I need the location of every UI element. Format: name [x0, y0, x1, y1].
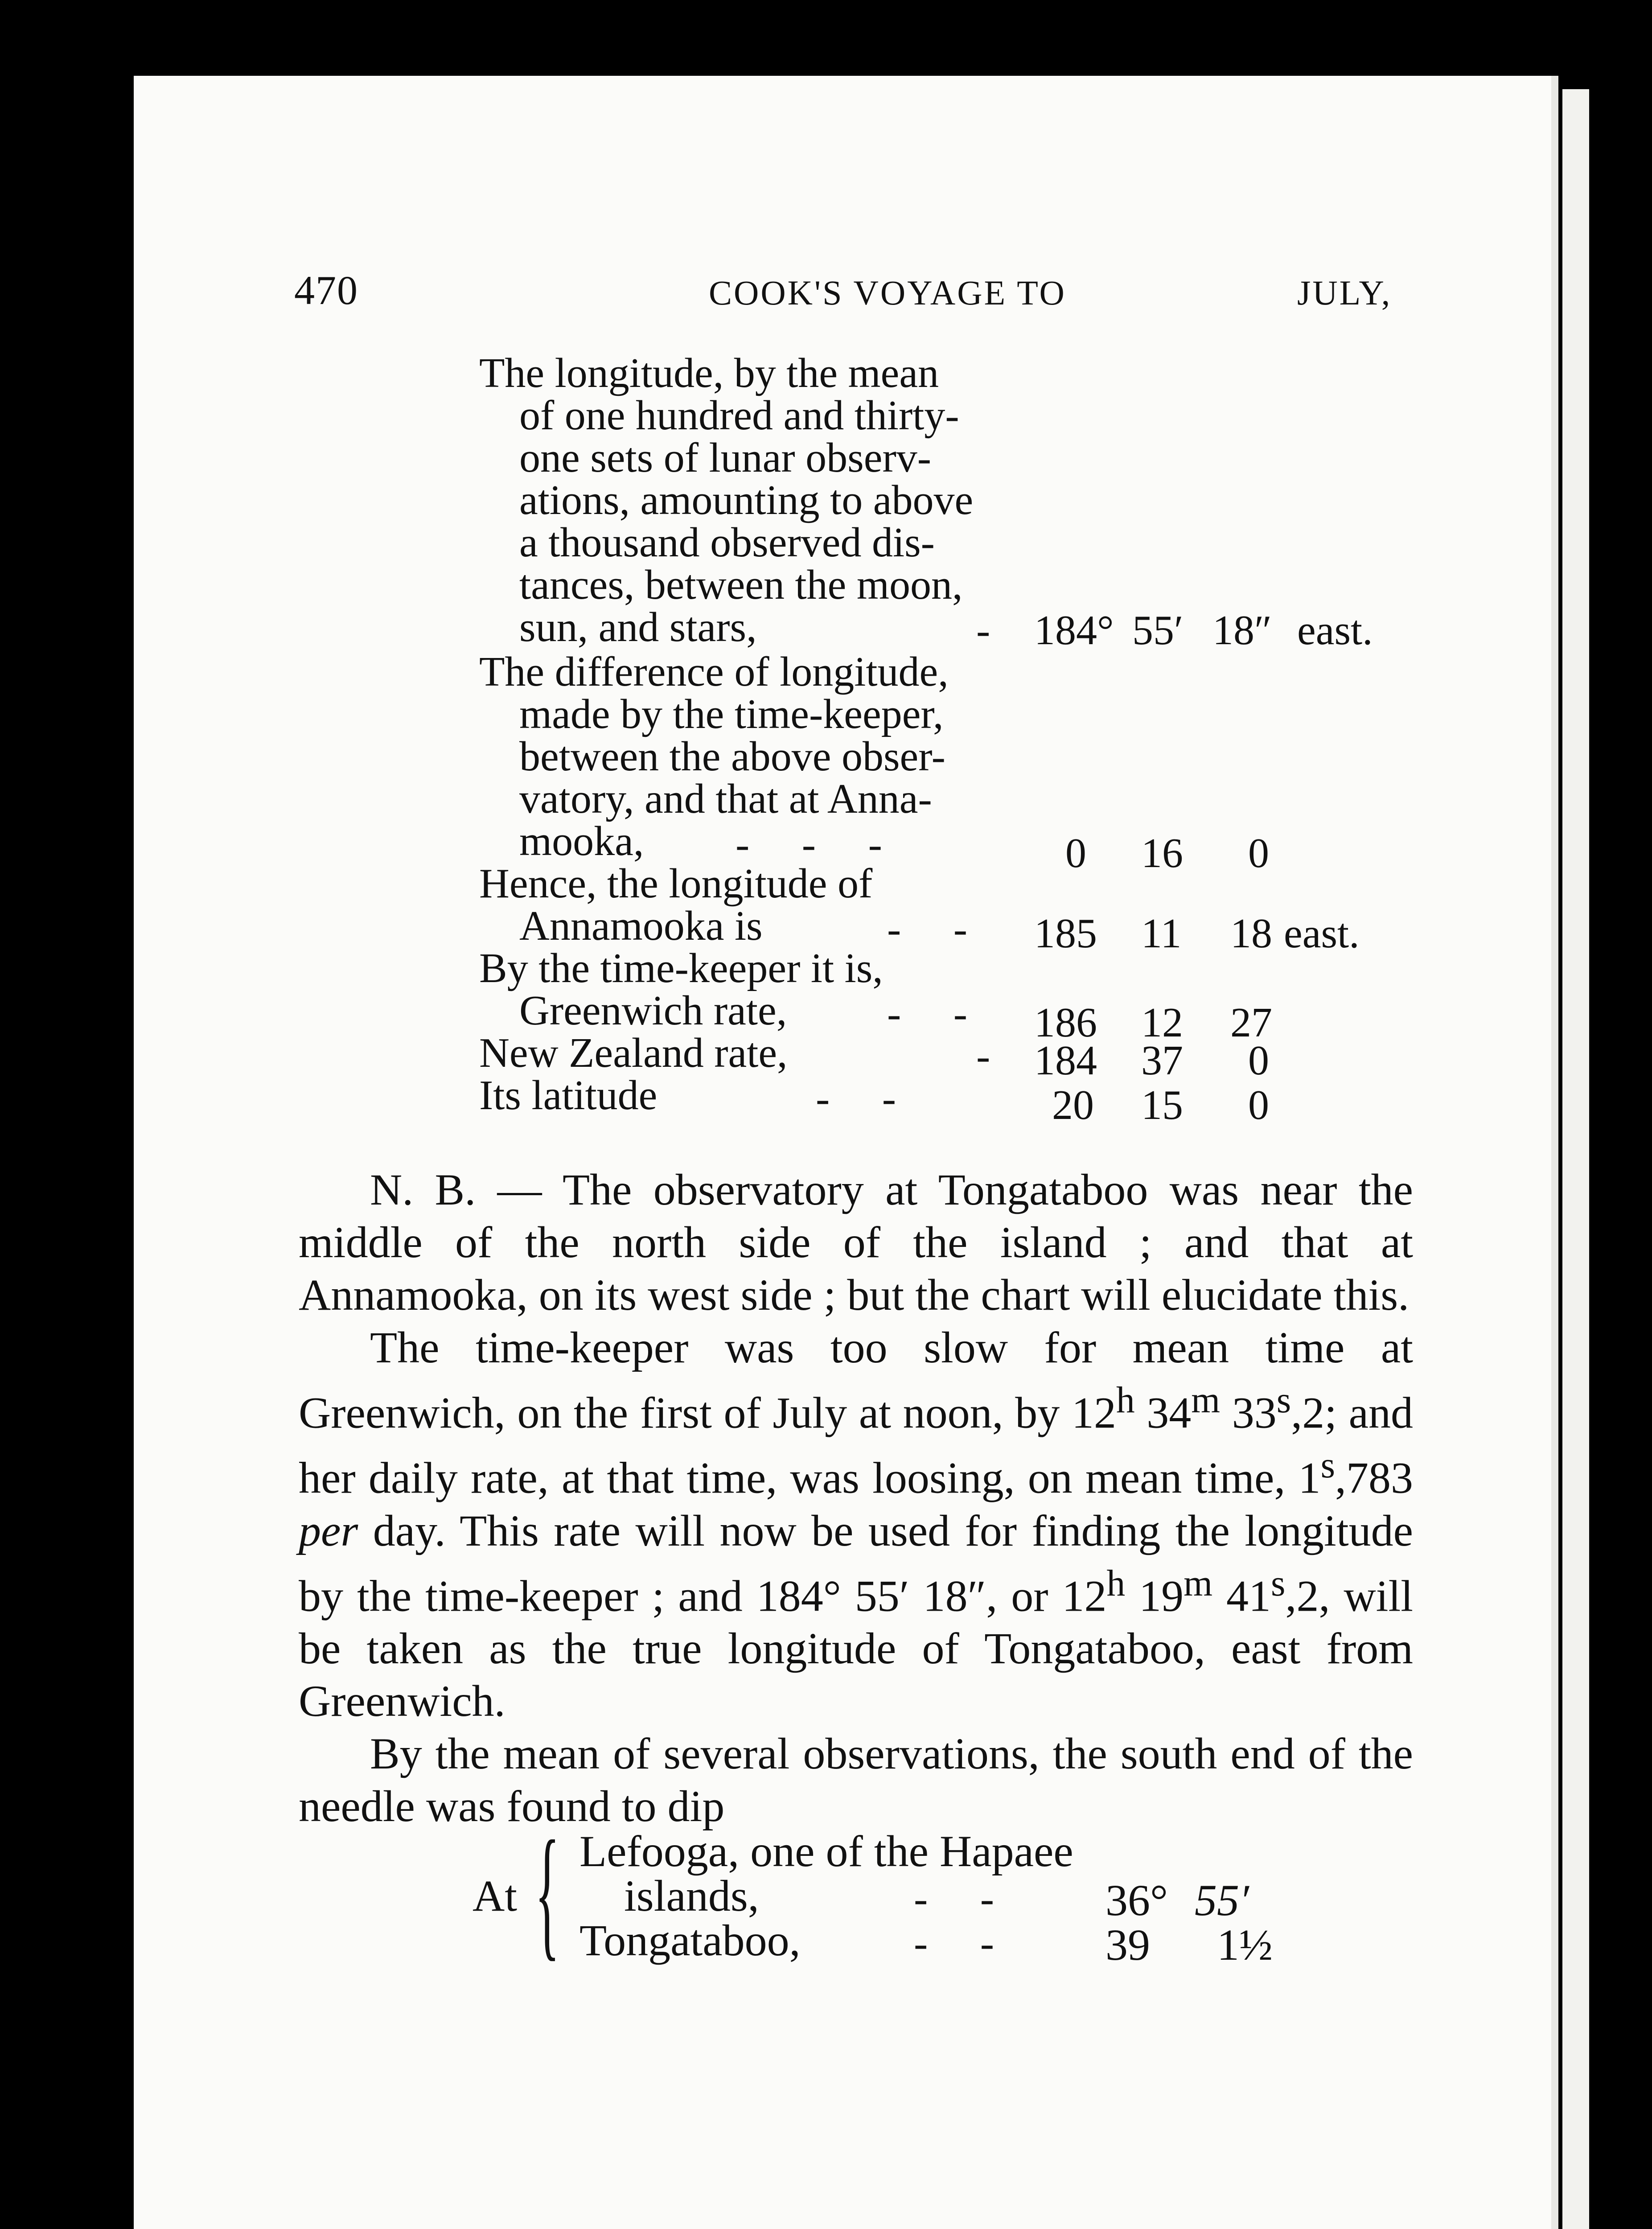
value-degrees: 185 — [1034, 910, 1097, 957]
value-seconds: 0 — [1248, 830, 1269, 876]
paragraph-note: N. B. — The observatory at Tongataboo was near the middle of the north side of the island ; and that at Annamooka, on its west side ; but the chart will elucidate this. — [299, 1165, 1413, 1320]
table-row-label: Its latitude — [479, 1072, 658, 1119]
table-row-label: a thousand observed dis- — [519, 519, 935, 566]
table-row-label: vatory, and that at Anna- — [519, 776, 932, 822]
value-minutes: 15 — [1141, 1082, 1183, 1128]
leader-dashes: - — [976, 1033, 990, 1079]
leader-dashes: - - - — [736, 821, 882, 868]
value-direction: east. — [1297, 607, 1373, 654]
paragraph-time-keeper: The time-keeper was too slow for mean time at Greenwich, on the first of July at noon, by 12$^h$ 34$^m$ 33$^s$,2; and her daily rate, at that time, was loosing, on mean time, 1$^s$,783 per day. This rate will now be used for finding the longitude by the time-keeper ; and 184° 55′ 18″, or 12$^h$ 19$^m$ 41$^s$,2, will be taken as the true longitude of Tongataboo, east from Greenwich. — [299, 1323, 1414, 1726]
table-row-label: By the time-keeper it is, — [479, 945, 883, 991]
table-row-label: Annamooka is — [519, 903, 763, 949]
dip-minutes: 55′ — [1195, 1875, 1249, 1925]
dip-minutes: 1½ — [1217, 1920, 1273, 1970]
paragraph-needle-dip: By the mean of several observations, the south end of the needle was found to dip — [299, 1728, 1413, 1831]
value-degrees: 20 — [1052, 1082, 1094, 1128]
body-text — [299, 1164, 1413, 1833]
page-edge — [1551, 76, 1558, 2229]
leader-dashes: - - — [816, 1075, 896, 1122]
value-minutes: 37 — [1141, 1037, 1183, 1084]
dip-degrees: 39 — [1105, 1920, 1150, 1970]
table-row-label: tances, between the moon, — [519, 562, 963, 608]
running-month: JULY, — [1297, 273, 1392, 312]
table-row-label: mooka, — [519, 818, 644, 864]
table-row-label: between the above obser- — [519, 733, 945, 780]
page-edge — [1562, 89, 1589, 2229]
value-seconds: 0 — [1248, 1037, 1269, 1084]
value-minutes: 16 — [1141, 830, 1183, 876]
brace-symbol: { — [535, 1811, 560, 1974]
table-row-label: of one hundred and thirty- — [519, 392, 959, 439]
page-number: 470 — [294, 267, 358, 313]
dip-row-label: islands, — [624, 1871, 759, 1921]
dip-degrees: 36° — [1105, 1875, 1168, 1925]
value-degrees: 184 — [1034, 1037, 1097, 1084]
table-row-label: Greenwich rate, — [519, 987, 787, 1034]
value-minutes: 12 — [1141, 999, 1183, 1046]
table-row-label: sun, and stars, — [519, 604, 757, 650]
dip-row-label: Tongataboo, — [579, 1916, 801, 1965]
leader-dashes: - - — [914, 1920, 994, 1966]
value-seconds: 18″ — [1212, 607, 1272, 654]
table-row-label: Hence, the longitude of — [479, 860, 873, 907]
value-seconds: 27 — [1230, 999, 1272, 1046]
table-row-label: ations, amounting to above — [519, 477, 974, 523]
value-direction: east. — [1284, 910, 1360, 957]
value-degrees: 186 — [1034, 999, 1097, 1046]
table-row-label: The longitude, by the mean — [479, 350, 939, 396]
leader-dashes: - - — [914, 1875, 994, 1922]
table-row-label: made by the time-keeper, — [519, 691, 944, 737]
table-row-label: New Zealand rate, — [479, 1030, 788, 1076]
value-seconds: 0 — [1248, 1082, 1269, 1128]
leader-dashes: - - — [887, 991, 968, 1037]
value-minutes: 11 — [1141, 910, 1182, 957]
value-degrees: 184° — [1034, 607, 1114, 654]
value-degrees: 0 — [1065, 830, 1086, 876]
value-seconds: 18 — [1230, 910, 1272, 957]
leader-dashes: - — [976, 607, 990, 654]
running-title: COOK'S VOYAGE TO — [709, 273, 1066, 312]
table-row-label: The difference of longitude, — [479, 649, 949, 695]
dip-row-label: Lefooga, one of the Hapaee — [579, 1826, 1073, 1876]
dip-at-label: At — [473, 1871, 517, 1921]
value-minutes: 55′ — [1132, 607, 1184, 654]
table-row-label: one sets of lunar observ- — [519, 435, 932, 481]
leader-dashes: - - — [887, 906, 968, 952]
